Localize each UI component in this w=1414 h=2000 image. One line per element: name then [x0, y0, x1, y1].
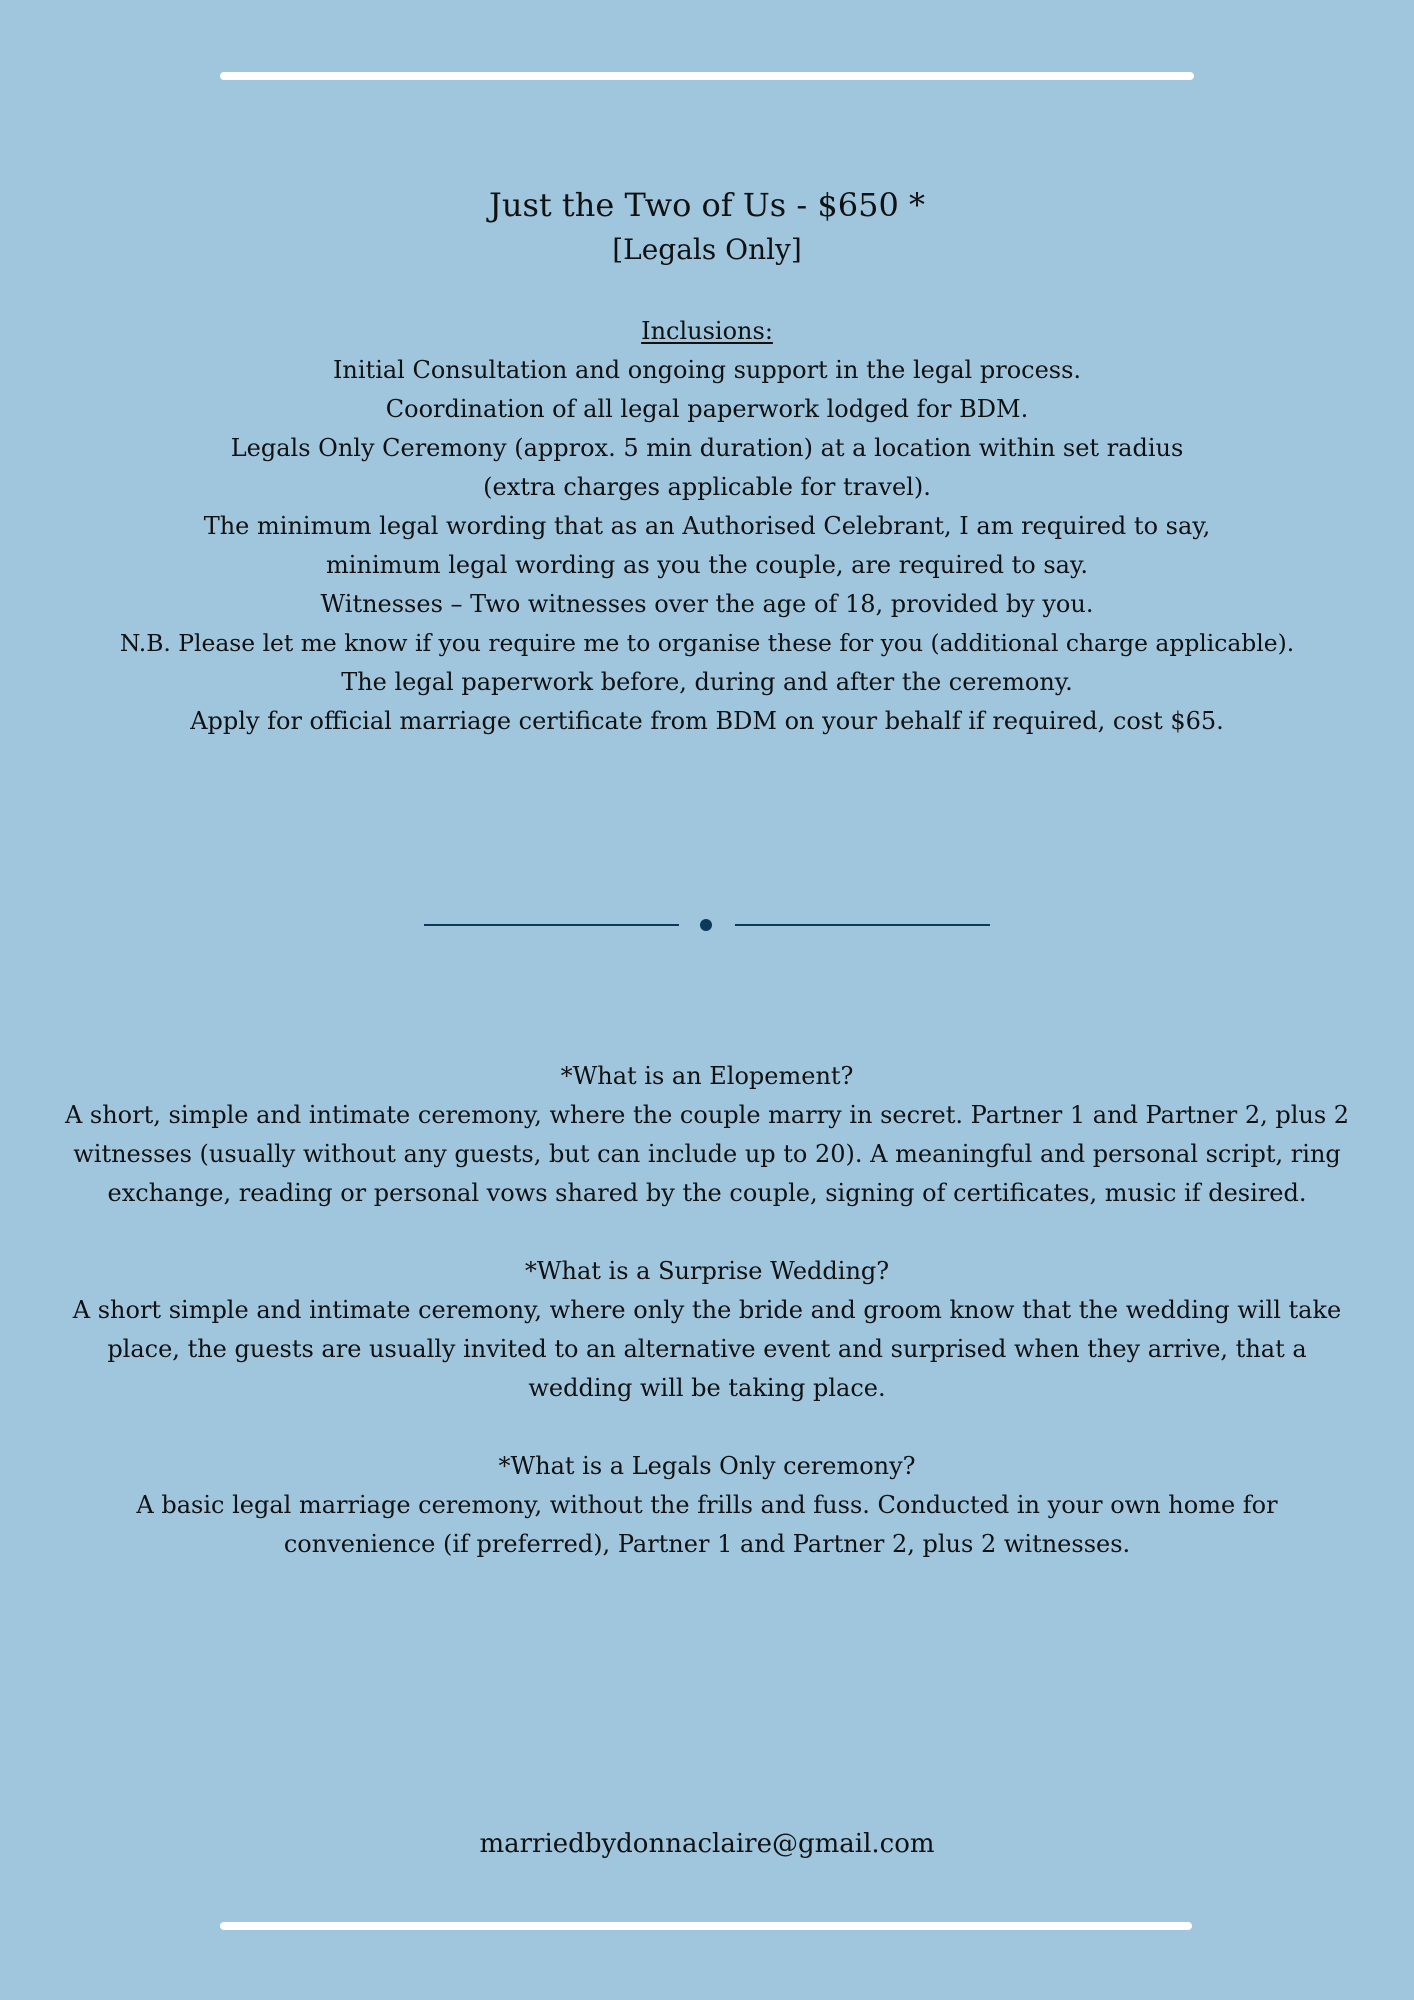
inclusion-item: The minimum legal wording that as an Authorised Celebrant, I am required to say, — [203, 512, 1211, 540]
ornament-dot-icon — [700, 919, 712, 931]
package-title: Just the Two of Us - $650 * — [489, 186, 925, 224]
inclusion-item: Initial Consultation and ongoing support in the legal process. — [332, 356, 1082, 384]
faq-answer: A basic legal marriage ceremony, without the frills and fuss. Conducted in your own home for convenience (if preferred), Partner 1 and Partner 2, plus 2 witnesses. — [136, 1491, 1278, 1558]
inclusion-item: The legal paperwork before, during and after the ceremony. — [341, 668, 1073, 696]
faq-legals-only — [30, 1447, 1384, 1564]
inclusion-item: N.B. Please let me know if you require me to organise these for you (additional charge applicable). — [119, 629, 1295, 657]
faq-surprise-wedding — [30, 1252, 1384, 1408]
faq-question: *What is a Legals Only ceremony? — [498, 1452, 916, 1480]
bottom-divider — [220, 1922, 1192, 1930]
ornament-divider — [424, 918, 990, 932]
inclusion-item: Apply for official marriage certificate from BDM on your behalf if required, cost $65. — [190, 707, 1224, 735]
faq-elopement — [30, 1057, 1384, 1213]
inclusions-heading: Inclusions: — [641, 317, 773, 345]
faq-section — [30, 1057, 1384, 1603]
top-divider — [220, 72, 1194, 80]
contact-email[interactable]: marriedbydonnaclaire@gmail.com — [479, 1829, 935, 1859]
package-section — [0, 182, 1414, 741]
faq-question: *What is an Elopement? — [560, 1062, 854, 1090]
faq-question: *What is a Surprise Wedding? — [524, 1257, 890, 1285]
ornament-line-right — [735, 924, 990, 926]
inclusion-item: Coordination of all legal paperwork lodged for BDM. — [385, 395, 1029, 423]
inclusion-item: Legals Only Ceremony (approx. 5 min duration) at a location within set radius — [230, 434, 1184, 462]
faq-answer: A short simple and intimate ceremony, where only the bride and groom know that the wedding will take place, the guests are usually invited to an alternative event and surprised when they arrive, that a wedding will be taking place. — [72, 1296, 1342, 1402]
ornament-line-left — [424, 924, 679, 926]
inclusion-item: minimum legal wording as you the couple, are required to say. — [326, 551, 1088, 579]
inclusion-item: Witnesses – Two witnesses over the age of 18, provided by you. — [320, 590, 1094, 618]
faq-answer: A short, simple and intimate ceremony, where the couple marry in secret. Partner 1 and Partner 2, plus 2 witnesses (usually without any guests, but can include up to 20). A meaningful and personal script, ring exchange, reading or personal vows shared by the couple, signing of certificates, music if desired. — [64, 1101, 1350, 1207]
package-subtitle: [Legals Only] — [612, 233, 802, 266]
inclusion-item: (extra charges applicable for travel). — [483, 473, 931, 501]
